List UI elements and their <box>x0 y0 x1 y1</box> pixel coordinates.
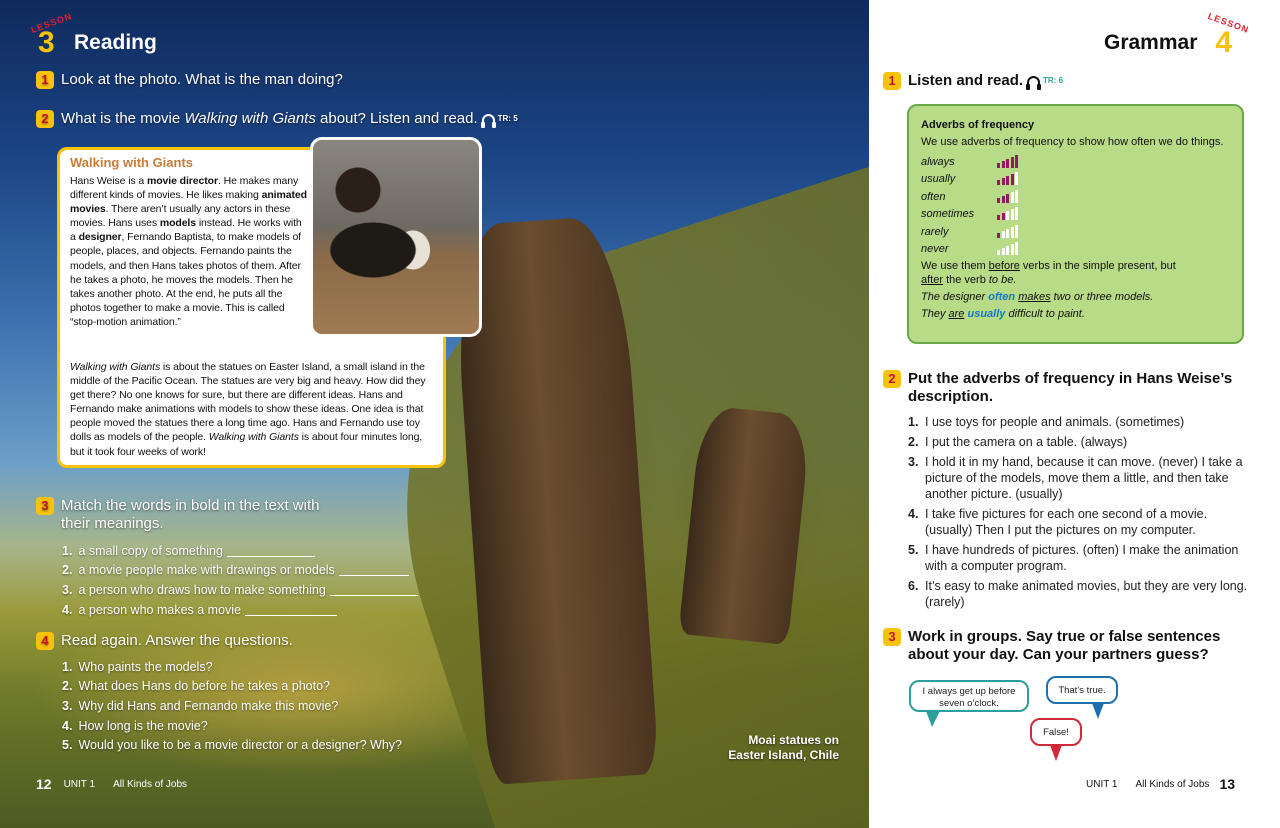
match-item <box>62 600 418 620</box>
question-text <box>908 370 1232 406</box>
bold-keyword: designer <box>78 231 122 244</box>
item-number: 4. <box>908 506 919 521</box>
unit-label: UNIT 1 <box>1086 778 1118 790</box>
movie-title: Walking with Giants <box>184 110 316 127</box>
frequency-bar <box>997 215 1000 220</box>
item-number: 5. <box>908 543 919 558</box>
item-text: How long is the movie? <box>78 718 208 733</box>
frequency-row <box>921 206 1230 224</box>
frequency-bars-icon <box>997 243 1018 255</box>
unit-title: All Kinds of Jobs <box>113 778 188 790</box>
question-text-part: about? Listen and read. <box>315 110 478 127</box>
story-text-run: Hans Weise is a <box>70 175 147 187</box>
story-paragraph-1 <box>70 174 308 329</box>
adverb-word: never <box>921 243 949 256</box>
frequency-bars-icon <box>997 191 1018 203</box>
example-text: difficult to paint. <box>1005 308 1085 320</box>
item-text: Why did Hans and Fernando make this movie? <box>78 698 339 713</box>
right-footer <box>1086 776 1235 792</box>
description-item <box>908 578 1248 611</box>
match-item <box>62 561 418 581</box>
question-number: 4 <box>36 632 54 650</box>
italic-title: Walking with Giants <box>70 361 161 373</box>
frequency-bars-icon <box>997 156 1018 168</box>
frequency-scale <box>921 153 1230 258</box>
track-label: TR: 5 <box>497 114 518 123</box>
item-number: 3. <box>62 698 73 713</box>
item-number: 4. <box>62 718 73 733</box>
item-number: 1. <box>62 659 73 674</box>
frequency-row <box>921 241 1230 259</box>
description-item <box>908 414 1248 430</box>
frequency-bar <box>1002 178 1005 185</box>
item-text: a person who draws how to make something <box>78 582 326 597</box>
description-item <box>908 506 1248 539</box>
item-number: 6. <box>908 579 919 594</box>
frequency-bar <box>1006 229 1009 238</box>
bubble-tail <box>1092 703 1104 719</box>
frequency-row <box>921 171 1230 189</box>
frequency-bar <box>1006 246 1009 255</box>
question-text: Listen and read. <box>908 72 1024 89</box>
frequency-bar <box>1002 213 1005 220</box>
page-title: Reading <box>74 31 157 54</box>
caption-line: Moai statues on <box>748 733 839 747</box>
grammar-intro: We use adverbs of frequency to show how often we do things. <box>921 136 1224 148</box>
item-text: It’s easy to make animated movies, but they are very long. (rarely) <box>925 579 1248 610</box>
question-1 <box>883 72 1063 90</box>
frequency-bar <box>1011 174 1014 185</box>
match-list <box>62 541 418 619</box>
grammar-box <box>907 104 1244 344</box>
question-text <box>61 497 319 533</box>
frequency-bar <box>1015 225 1018 238</box>
frequency-bars-icon <box>997 226 1018 238</box>
story-text-run: , Fernando Baptista, to make models of people, places, and objects. Fernando paints the models, and then Hans takes photos of them. After he takes a photo, he moves the models. Then he takes another photo. At the end, he puts all the photos together to make a movie. This is called “stop-motion animation.” <box>70 231 301 328</box>
question-item <box>62 677 402 697</box>
lesson-badge <box>1203 10 1251 60</box>
frequency-row <box>921 188 1230 206</box>
example-text: They <box>921 308 949 320</box>
example-adverb: usually <box>967 308 1006 320</box>
item-number: 5. <box>62 738 73 753</box>
question-line: description. <box>908 388 994 405</box>
page-number: 13 <box>1219 776 1236 792</box>
frequency-bar <box>1015 242 1018 255</box>
adverb-word: always <box>921 155 955 168</box>
question-number: 3 <box>36 497 54 515</box>
frequency-bars-icon <box>997 208 1018 220</box>
match-item <box>62 580 418 600</box>
item-number: 3. <box>62 582 73 597</box>
frequency-bar <box>1002 231 1005 238</box>
lesson-3-header <box>29 10 157 60</box>
item-number: 1. <box>62 543 73 558</box>
frequency-row <box>921 223 1230 241</box>
speech-bubble-true: That’s true. <box>1046 676 1118 704</box>
lesson-number: 3 <box>38 26 55 59</box>
adverb-word: usually <box>921 173 956 186</box>
page-number: 12 <box>36 776 52 792</box>
question-text: Look at the photo. What is the man doing? <box>61 71 343 88</box>
adverb-word: often <box>921 190 946 203</box>
frequency-row <box>921 153 1230 171</box>
item-number: 2. <box>62 563 73 578</box>
item-number: 2. <box>62 679 73 694</box>
answer-blank[interactable] <box>227 545 315 557</box>
item-text: I put the camera on a table. (always) <box>925 434 1128 449</box>
question-number: 1 <box>36 71 54 89</box>
question-text: Read again. Answer the questions. <box>61 632 293 649</box>
lesson-word: LESSON <box>1206 10 1251 36</box>
answer-blank[interactable] <box>245 604 337 616</box>
italic-title: Walking with Giants <box>208 431 299 444</box>
bubble-tail <box>1050 745 1062 761</box>
frequency-bar <box>1006 159 1009 168</box>
story-title: Walking with Giants <box>70 155 194 170</box>
frequency-bar <box>1002 248 1005 255</box>
answer-blank[interactable] <box>339 564 409 576</box>
frequency-bar <box>997 163 1000 168</box>
frequency-bar <box>1011 227 1014 238</box>
question-number: 1 <box>883 72 901 90</box>
description-item <box>908 434 1248 450</box>
question-item <box>62 657 402 677</box>
bubble-tail <box>926 711 940 727</box>
item-text: I use toys for people and animals. (sometimes) <box>925 415 1185 429</box>
lesson-4-header <box>1104 10 1251 60</box>
frequency-bar <box>1015 172 1018 185</box>
photo-man-with-model <box>310 137 482 337</box>
caption-line: Easter Island, Chile <box>728 748 839 762</box>
story-paragraph-2 <box>70 360 436 459</box>
frequency-bar <box>1006 211 1009 220</box>
grammar-title: Adverbs of frequency <box>921 119 1035 131</box>
example-verb: makes <box>1018 291 1051 303</box>
rule-before: before <box>988 260 1020 272</box>
question-item <box>62 716 402 736</box>
frequency-bar <box>1006 194 1009 203</box>
question-number: 2 <box>883 370 901 388</box>
question-line: Put the adverbs of frequency in Hans Weise’s <box>908 370 1233 387</box>
story-text-run: . He makes many different kinds of movies. He likes making <box>70 175 299 202</box>
frequency-bar <box>1011 209 1014 220</box>
example-text: two or three models. <box>1050 291 1154 303</box>
question-2 <box>36 110 518 128</box>
frequency-bar <box>1011 192 1014 203</box>
question-3 <box>883 628 1220 664</box>
question-item <box>62 696 402 716</box>
item-text: I hold it in my hand, because it can move. (never) I take a picture of the models, move them a little, and then take another picture. (usually) <box>925 454 1243 502</box>
grammar-rule <box>921 259 1230 287</box>
example-2 <box>921 307 1230 321</box>
description-list <box>908 414 1248 614</box>
frequency-bar <box>1006 176 1009 185</box>
speech-bubble-false: False! <box>1030 718 1082 746</box>
story-text-run: is about the statues on Easter Island, a small island in the middle of the Pacific Ocean. The statues are very big and heavy. How did they get there? No one knows for sure, but there are different ideas. Hans and Fernando make animations with models to show these ideas. One idea is that people moved the statues there a long time ago. Hans and Fernando use toy dolls as models of the people. <box>70 361 426 444</box>
question-3 <box>36 497 319 533</box>
track-label: TR: 6 <box>1043 76 1064 85</box>
audio-track[interactable] <box>482 110 518 128</box>
item-text: Would you like to be a movie director or a designer? Why? <box>78 738 402 753</box>
answer-blank[interactable] <box>330 584 418 596</box>
description-item <box>908 454 1248 503</box>
example-adverb: often <box>988 291 1016 303</box>
frequency-bar <box>997 233 1000 238</box>
question-text-part: What is the movie <box>61 110 185 127</box>
unit-label: UNIT 1 <box>63 778 96 790</box>
item-text: a person who makes a movie <box>78 602 242 617</box>
rule-to-be: to be. <box>988 274 1017 286</box>
example-text: The designer <box>921 291 989 303</box>
audio-track[interactable] <box>1027 72 1063 90</box>
lesson-number: 4 <box>1215 26 1233 59</box>
rule-after: after <box>921 274 944 286</box>
question-number: 3 <box>883 628 901 646</box>
story-text-run: . There aren’t usually any actors in these movies. Hans uses <box>70 203 291 230</box>
question-line: about your day. Can your partners guess? <box>908 646 1209 663</box>
item-text: I have hundreds of pictures. (often) I make the animation with a computer program. <box>925 543 1239 574</box>
question-2 <box>883 370 1232 406</box>
question-text <box>908 628 1220 664</box>
frequency-bar <box>1002 196 1005 203</box>
rule-text: We use them <box>921 260 989 272</box>
item-text: Who paints the models? <box>78 659 213 674</box>
question-4 <box>36 632 293 650</box>
unit-title: All Kinds of Jobs <box>1135 778 1210 790</box>
example-1 <box>921 290 1230 304</box>
page-title: Grammar <box>1104 31 1198 54</box>
question-line: Match the words in bold in the text with <box>61 497 320 514</box>
rule-text: verbs in the simple present, but <box>1019 260 1176 272</box>
frequency-bar <box>997 198 1000 203</box>
question-text <box>61 110 478 128</box>
item-text: I take five pictures for each one second of a movie. (usually) Then I put the pictures on my computer. <box>925 506 1208 538</box>
lesson-word: LESSON <box>29 10 74 36</box>
item-number: 2. <box>908 434 919 449</box>
story-text-run: is about four minutes long, but it took four weeks of work! <box>70 431 423 458</box>
adverb-word: rarely <box>921 225 949 238</box>
adverb-word: sometimes <box>921 208 975 221</box>
headphones-icon <box>1027 76 1040 87</box>
question-item <box>62 735 402 755</box>
frequency-bar <box>1011 157 1014 168</box>
frequency-bars-icon <box>997 173 1018 185</box>
item-text: What does Hans do before he takes a photo? <box>78 679 330 694</box>
lesson-badge <box>29 10 76 60</box>
frequency-bar <box>997 180 1000 185</box>
item-number: 1. <box>908 415 919 429</box>
frequency-bar <box>997 250 1000 255</box>
bold-keyword: animated movies <box>70 189 307 216</box>
item-text: a small copy of something <box>78 543 223 558</box>
bold-keyword: models <box>159 217 196 230</box>
left-footer <box>36 776 187 792</box>
item-text: a movie people make with drawings or models <box>78 563 335 578</box>
description-item <box>908 542 1248 575</box>
question-number: 2 <box>36 110 54 128</box>
frequency-bar <box>1015 155 1018 168</box>
question-1 <box>36 71 343 89</box>
question-line: Work in groups. Say true or false sentences <box>908 628 1221 645</box>
example-verb: are <box>948 308 965 320</box>
rule-text: the verb <box>943 274 989 286</box>
photo-caption <box>728 733 839 763</box>
bold-keyword: movie director <box>147 175 218 187</box>
item-number: 3. <box>908 454 919 469</box>
frequency-bar <box>1011 244 1014 255</box>
match-item <box>62 541 418 561</box>
frequency-bar <box>1015 207 1018 220</box>
story-text-run: instead. He works with a <box>70 217 302 244</box>
speech-bubble-statement: I always get up before seven o’clock. <box>909 680 1029 712</box>
item-number: 4. <box>62 602 73 617</box>
frequency-bar <box>1015 190 1018 203</box>
frequency-bar <box>1002 161 1005 168</box>
answer-questions-list <box>62 657 402 755</box>
headphones-icon <box>482 114 495 125</box>
question-line: their meanings. <box>61 515 164 532</box>
